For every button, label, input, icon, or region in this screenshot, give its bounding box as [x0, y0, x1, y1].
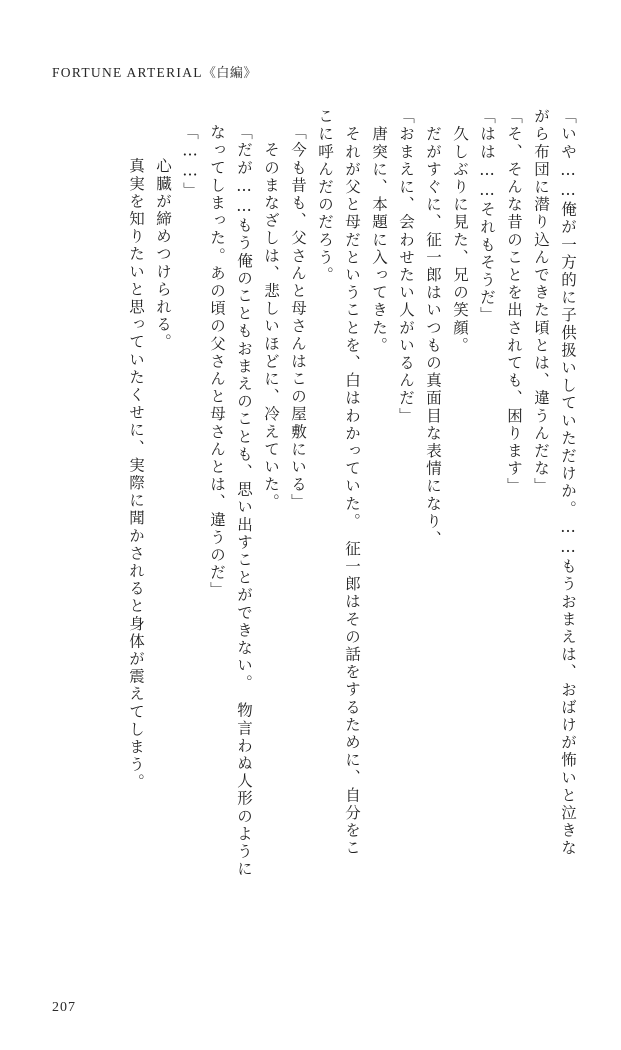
- text-column: 唐突に、本題に入ってきた。: [370, 108, 388, 355]
- page-number: 207: [52, 1000, 76, 1015]
- text-column: 「……」: [181, 124, 199, 200]
- vertical-text-body: [83, 108, 575, 918]
- text-column: だがすぐに、征一郎はいつもの真面目な表情になり、: [424, 108, 442, 548]
- text-column: 「はは……それもそうだ」: [478, 108, 496, 325]
- text-column: 心臓が締めつけられる。: [154, 140, 172, 352]
- text-column: がら布団に潜り込んできた頃とは、違うんだな」: [532, 108, 550, 496]
- text-column: 「そ、そんな昔のことを出されても、困ります」: [505, 108, 523, 496]
- running-header-subtitle: 《白編》: [202, 65, 257, 80]
- text-column: 「今も昔も、父さんと母さんはこの屋敷にいる」: [289, 124, 307, 512]
- text-column: 「いや……俺が一方的に子供扱いしていただけか。……もうおまえは、おばけが怖いと泣きな: [559, 108, 577, 858]
- running-header: [52, 62, 257, 81]
- text-column: 久しぶりに見た、兄の笑顔。: [451, 108, 469, 355]
- text-column: そのまなざしは、悲しいほどに、冷えていた。: [262, 124, 280, 512]
- text-column: 「おまえに、会わせたい人がいるんだ」: [397, 108, 415, 425]
- text-column: なってしまった。あの頃の父さんと母さんとは、違うのだ」: [208, 124, 226, 600]
- text-column: 「だが……もう俺のこともおまえのことも、思い出すことができない。 物言わぬ人形のように: [235, 124, 253, 879]
- text-column: それが父と母だということを、白はわかっていた。 征一郎はその話をするために、自分をこ: [343, 108, 361, 858]
- text-column: 真実を知りたいと思っていたくせに、実際に聞かされると身体が震えてしまう。: [127, 140, 145, 792]
- text-column: こに呼んだのだろう。: [316, 108, 334, 284]
- running-header-title: FORTUNE ARTERIAL: [52, 65, 203, 80]
